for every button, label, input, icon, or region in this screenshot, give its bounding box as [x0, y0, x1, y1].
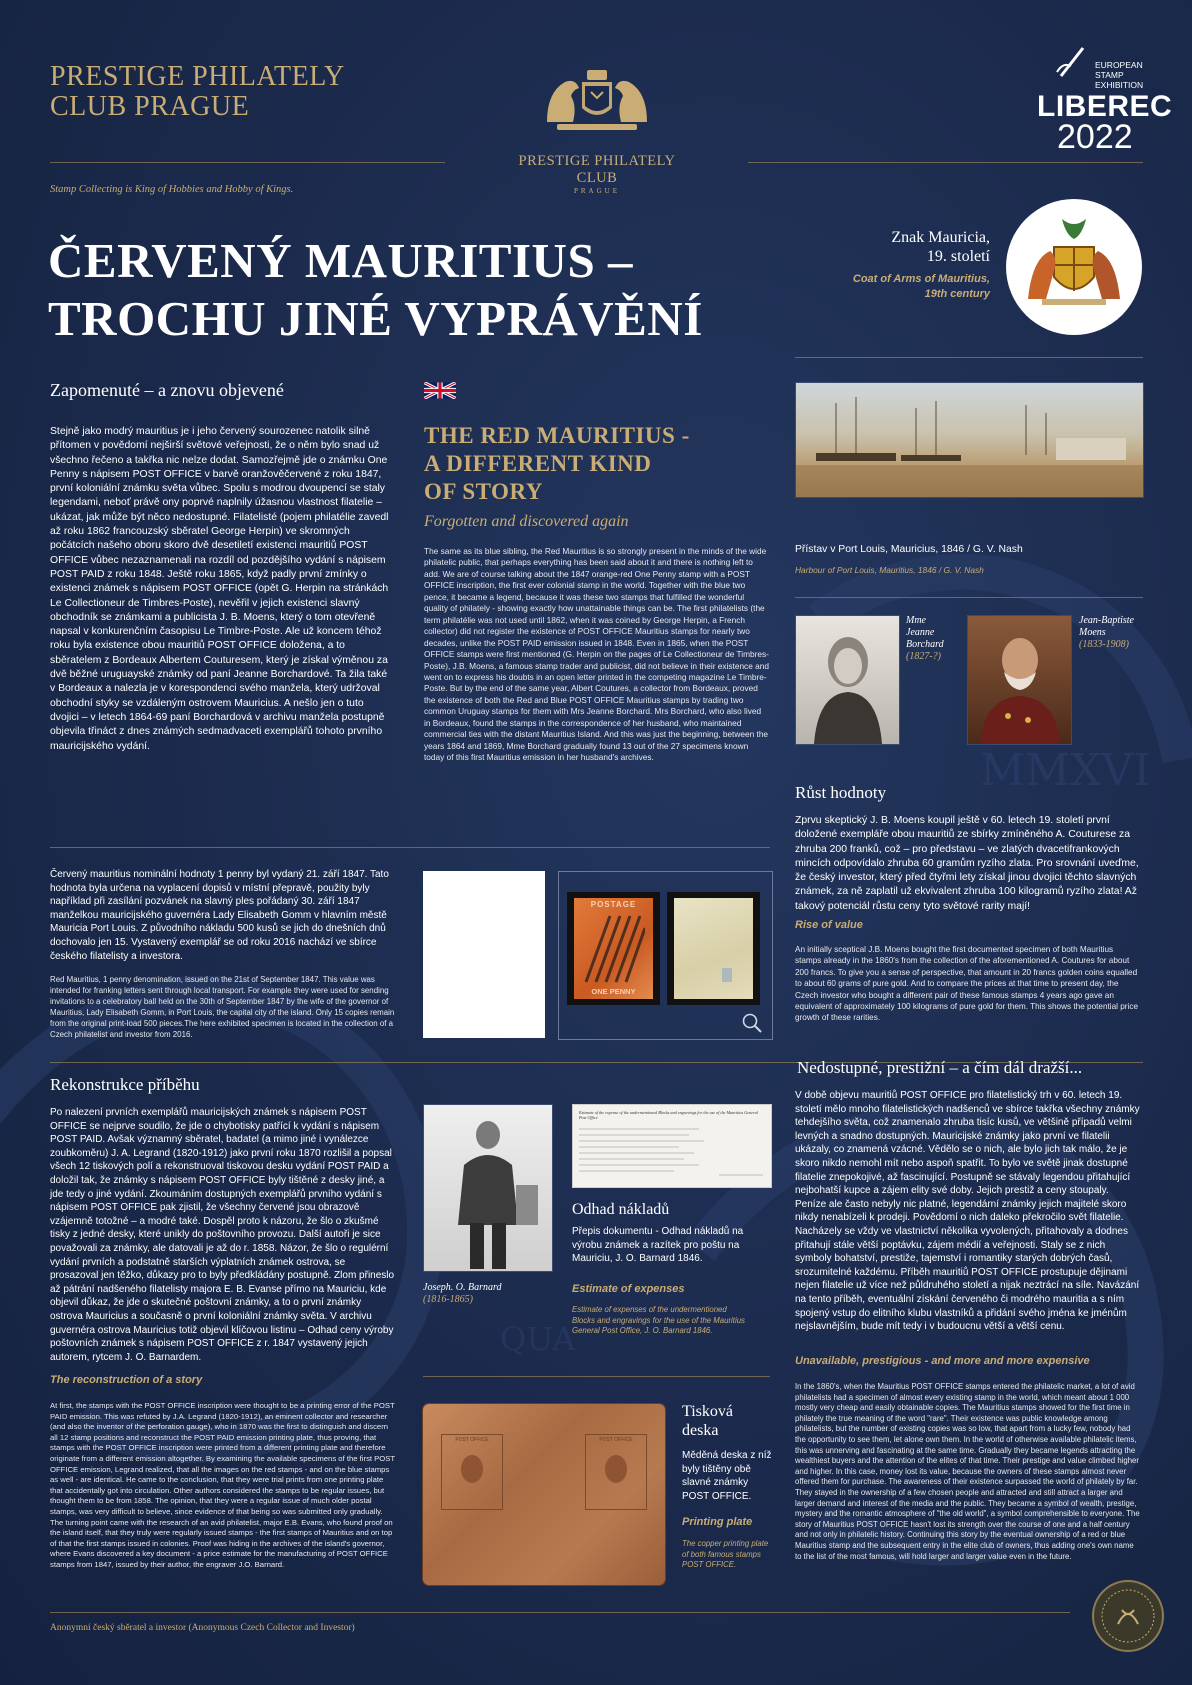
estimate-body-cz-text: Přepis dokumentu - Odhad nákladů na výrobu známek a razítek pro poštu na Mauriciu, J. O. Barnard 1846. — [572, 1226, 744, 1265]
reconstruction-body-cz-text: Po nalezení prvních exemplářů mauricijských známek s nápisem POST OFFICE se nejprve soudilo, že jde o chybotisky patřící k vydání s nápisem POST PAID. Avšak významný sběratel, badatel (a mimo jiné i vynálezce zoubkoměru) J. A. Legrand (1820-1912) jako první roku 1870 rozlišil a popsal všech 12 tiskových polí a rekonstruoval tiskovou desku vydání POST PAID a doložil tak, že známky s nápisem POST OFFICE byly tištěné z desky jiné, a jde tedy o jiné vydání. Zkoumáním dostupných exemplářů prvního vydání s nápisem POST OFFICE pak zjistil, že všechny červené jsou obrazově vzájemně totožné – a modré také. Dospěl proto k názoru, že šlo o zkušmé tisky z jedné desky, které unikly do poštovního provozu. Další autoři je sice považovali za známky, ale datovali je až do r. 1858. Názor, že šlo o regulérní vydání prvních a podstatně starších výplatních známek ostrova, se prosazoval jen těžko, důkazy pro to byly předkládány postupně. Zlom přineslo až pátrání nadšeného filatelisty majora E. B. Evanse přímo na Mauriciu, kde objevil důkaz, že jde o skutečné poštovní známky, a to o první známky ostrova Mauricius a současně o první koloniální známky světa. V archivu guvernéra ostrova Mauricius totiž objevil klíčovou listinu – Odhad ceny výroby poštovních známek s nápisem POST OFFICE z r. 1847 vystavený jejich autorem, rytcem J. O. Barnardem. — [50, 1107, 395, 1363]
logo-text: PRESTIGE PHILATELY CLUB — [518, 153, 676, 186]
stamp-viewer[interactable] — [558, 871, 773, 1040]
reconstruction-body-en-text: At first, the stamps with the POST OFFICE inscription were thought to be a printing error of the POST PAID emission. This was refuted by J.A. Legrand (1820-1912), an eminent collector and researcher (and also the inventor of the perforation gauge), who in 1870 was the first to distinguish and discern all 12 stamp positions and reconstruct the POST PAID emission printing plate, thus proving, that stamps with the POST OFFICE inscription were printed from a different printing plate and therefore originate from a different emission altogether. By examining the available specimens of the first POST OFFICE emission, Legrand realized, that all the images on the red stamps - and on the blue stamps as well - are identical. He came to the conclusion, that they were trial prints from one printing plate that accidentally got into circulation. Other authors considered the stamps to be regular issues, but thought them to be from 1858. The opinion, that they were a regular issue of much older postal stamps, was very difficult to believe, since evidence of that being so was submitted only gradually. The turning point came with the research of an avid philatelist, major E.B. Evans, who found proof on the island itself, that they truly were regularly issued stamps - the first stamps of Mauritius and on top of that the first stamps issued in colonies. Proof was hiding in the archives of the island's governor, where Evans discovered a key document - a price estimate for the manufacturing of POST OFFICE stamps from 1847, issued by their author, the engraver J.O. Barnard. — [50, 1401, 395, 1569]
plate-engraving-left — [441, 1434, 503, 1510]
club-seal — [1092, 1580, 1164, 1652]
coat-en-line2: 19th century — [924, 288, 990, 300]
plate-engraving-right — [585, 1434, 647, 1510]
col3-body-en — [795, 944, 1140, 1024]
stamp-info-en — [50, 975, 395, 1040]
document-lines-illustration — [579, 1125, 765, 1181]
harbor-ships-illustration — [796, 383, 1143, 497]
zoom-icon[interactable] — [741, 1012, 763, 1034]
estimate-heading-en: Estimate of expenses — [572, 1283, 685, 1295]
exhibition-line1: EUROPEAN — [1095, 60, 1143, 70]
plate-heading-line2: deska — [682, 1422, 719, 1439]
borchard-name — [906, 615, 944, 663]
estimate-body-cz — [572, 1225, 772, 1266]
stamp-info-en-text: Red Mauritius, 1 penny denomination, issued on the 21st of September 1847. This value was intended for franking letters sent through local transport. For example they were used for sending invitations to a celebratory ball held on the 30th of September 1847 by the wife of the governor of Mauritius, Lady Elisabeth Gomm, in Port Louis, the capital city of the island. Only 15 copies remain from the original print-load 500 pieces.The here exhibited specimen is located in the collection of a Czech philatelist and investor from 2016. — [50, 975, 395, 1039]
plate-text-right: POST OFFICE — [599, 1437, 633, 1443]
motto: Stamp Collecting is King of Hobbies and Hobby of Kings. — [50, 184, 294, 195]
reconstruction-heading: Rekonstrukce příběhu — [50, 1075, 200, 1094]
title-line2: TROCHU JINÉ VYPRÁVĚNÍ — [48, 291, 703, 346]
portrait-barnard — [423, 1104, 553, 1272]
estimate-body-en-text: Estimate of expenses of the undermentioned Blocks and engravings for the use of the Mauritius General Post Office, J. O. Barnard 1846. — [572, 1305, 745, 1336]
stamp-reverse[interactable] — [674, 898, 753, 999]
borchard-name-l3: Borchard — [906, 639, 944, 650]
club-logo — [497, 62, 697, 195]
footer-text: Anonymní český sběratel a investor (Anonymous Czech Collector and Investor) — [50, 1623, 355, 1633]
header-rule-left — [50, 162, 445, 163]
harbor-caption-en: Harbour of Port Louis, Mauritius, 1846 / G. V. Nash — [795, 565, 984, 575]
col2-heading-line1: THE RED MAURITIUS - — [424, 423, 690, 448]
portrait-man-illustration — [968, 616, 1071, 744]
stamp-perforation-icon — [1053, 42, 1093, 82]
plate-body-cz — [682, 1449, 772, 1503]
uk-flag-icon — [424, 382, 456, 399]
coat-en-line1: Coat of Arms of Mauritius, — [852, 273, 990, 285]
plate-heading-en: Printing plate — [682, 1516, 753, 1528]
queen-profile-icon — [600, 1451, 632, 1491]
unavailable-body-en-text: In the 1860's, when the Mauritius POST OFFICE stamps entered the philatelic market, a lot of avid philatelists had a specimen of almost every existing stamp in the world, which meant about 1 000 mostly very cheap and easily obtainable copies. The Mauritius stamps showed for the first time in philately the true meaning of the word "rare". Their existence was public knowledge among philatelists, but the number of existing copies was so low, that apart from a lucky few, nobody had the opportunity to see them, let alone own them. In the world of otherwise available philatelic items, this was unnerving and fascinating at the same time. Gradually they became legends attracting the wealthiest buyers and the attention of the elites of that time. Their prestige and value climbed higher and higher. In this case, money lost its value, because the owners of these stamps almost never offered them for purchase. The awareness of their existence surpassed the world of philately by far. They stayed in the ownership of a few chosen people and attracted and still attract a larger and larger demand and interest of the media and the public. They became a symbol of wealth, prestige, mystery and the romantic atmosphere of "the old world", a symbol comprehensible to everyone. The story of Mauritius POST OFFICE hasn't lost its strength over the course of one and a half century and not only in philatelic history. Continuing this story by the eventual ownership of a red or blue Mauritius stamp and the subsequent entry in the elite club of owners, thus adding one's own name to the list of the most famous, will hold larger and larger value even in the future. — [795, 1382, 1140, 1561]
unavailable-body-en — [795, 1382, 1140, 1562]
coat-cz-line2: 19. století — [926, 248, 990, 265]
stamp-info-cz — [50, 868, 395, 963]
title-line1: ČERVENÝ MAURITIUS – — [48, 233, 633, 288]
queen-profile-icon — [456, 1451, 488, 1491]
col2-heading-line3: OF STORY — [424, 479, 543, 504]
col1-body — [50, 425, 395, 754]
reconstruction-body-en — [50, 1401, 395, 1571]
plate-heading-line1: Tisková — [682, 1403, 733, 1420]
exhibition-city: LIBEREC — [1037, 90, 1173, 123]
coat-of-arms-icon — [1006, 199, 1142, 335]
exhibition-year: 2022 — [1057, 118, 1133, 156]
col2-body-text: The same as its blue sibling, the Red Mauritius is so strongly present in the minds of the wide philatelic public, that perhaps everything has been said about it and there is nothing left to add. We are of course talking about the 1847 orange-red One Penny stamp with a POST OFFICE inscription, the first ever colonial stamp in the world. Together with the blue two pence, it became a legend, because it was these two stamps that fulfilled the wonderful quality of philately - showing exactly how unattainable things can be. The first philatelists (the term philatélie was not used until 1862, when it was coined by George Herpin, a French collector) did not register the existence of POST OFFICE Mauritius stamps for nearly two decades, unlike the POST PAID emission issued in 1848. Even in 1865, when the POST OFFICE stamps were first mentioned (G. Herpin on the pages of Le Collectioneur de Timbres-Poste), J.B. Moens, a famous stamp trader and publicist, did not believe in their existence and went on to express his doubts in an open letter printed in the competing magazine Le Timbre-Poste. But by the end of the same year, Albert Coutures, a collector from Bordeaux, proved the existence of both the Red and Blue POST OFFICE Mauritius stamps by trading two common Uruguay stamps for them with Mrs Jeanne Borchard. Mrs Borchard, who also lived in Bordeaux, found the stamps in the correspondence of her husband, who maintained commercial ties with the distant Mauritius Island. And this was just the beginning, between the years 1864 and 1869, Mme Borchard gradually found 13 out of the 27 specimens known today of this first Mauritius emission in her husband's archives. — [424, 546, 769, 763]
exhibition-line2: STAMP — [1095, 70, 1124, 80]
estimate-body-en — [572, 1305, 747, 1337]
coat-of-arms-caption — [800, 228, 990, 302]
reconstruction-heading-en: The reconstruction of a story — [50, 1374, 203, 1386]
header-rule-right — [748, 162, 1143, 163]
portrait-standing-man-illustration — [424, 1105, 552, 1271]
unavailable-body-cz — [795, 1089, 1140, 1334]
barnard-years: (1816-1865) — [423, 1294, 473, 1305]
col3-heading: Růst hodnoty — [795, 783, 887, 802]
coat-of-arms-image — [1006, 199, 1142, 335]
harbor-painting — [795, 382, 1144, 498]
estimate-document — [572, 1104, 772, 1188]
unavailable-heading-en: Unavailable, prestigious - and more and more expensive — [795, 1355, 1090, 1367]
plate-body-en — [682, 1539, 774, 1571]
cancellation-marks-icon — [582, 912, 645, 984]
plate-rule — [423, 1376, 770, 1377]
plate-text-left: POST OFFICE — [455, 1437, 489, 1443]
unavailable-body-cz-text: V době objevu mauritiů POST OFFICE pro filatelistický trh v 60. letech 19. století mělo mnoho filatelistických nadšenců ve sbírce takřka všechny známky tehdejšího světa, což znamenalo zhruba tisíc kusů, ve většině případů velmi levných a snadno dostupných. Mauricijské známky jako první ve filatelii ukázaly, co znamená vzácné. Vědělo se o nich, ale bylo jich tak málo, že je skoro nikdo nemohl mít nebo aspoň spatřit. To bylo ve světě jinak dostupné filatelie znepokojivé, až fascinující. Postupně se stávaly legendou přitahující nejbohatší kupce a zájem elity své doby. Jejich prestiž a ceny stoupaly. Peníze ale často nebyly nic platné, legendární známky jejich majitelé skoro nikdy nenabízeli k prodeji. Povědomí o nich daleko překročilo svět filatelie. Nacházely se vždy ve vlastnictví několika vyvolených, přitahovaly a dodnes přitahují stále větší poptávku, zájem médií a veřejnosti. Staly se z nich symboly bohatství, prestiže, tajemství i romantiky starých dobrých časů, srozumitelné každému. Příběh mauritiů POST OFFICE prostupuje dějinami nejen filatelie už více než půldruhého století a nijak neztrácí na síle. Navázání na tento příběh, eventuální získání červeného či modrého mauritia a s ním spojený vstup do elitního klubu vlastníků a přidání svého jména ke jménům nejslavnějším, bude mít tedy i v budoucnu větší a větší cenu. — [795, 1090, 1140, 1333]
portrait-woman-illustration — [796, 616, 899, 744]
club-name — [50, 62, 345, 122]
plate-heading — [682, 1402, 733, 1440]
stamp-reverse-mark — [722, 968, 732, 982]
col2-heading-line2: A DIFFERENT KIND — [424, 451, 652, 476]
club-name-line2: CLUB PRAGUE — [50, 91, 250, 122]
moens-name — [1079, 615, 1134, 651]
club-seal-emblem-icon — [1092, 1580, 1164, 1652]
unavailable-heading: Nedostupné, prestižní – a čím dál dražší... — [797, 1058, 1083, 1077]
lions-crest-icon — [527, 62, 667, 142]
harbor-caption-cz: Přístav v Port Louis, Mauricius, 1846 / G. V. Nash — [795, 544, 1023, 555]
col3-heading-en: Rise of value — [795, 919, 863, 931]
col3-rule1 — [795, 597, 1143, 598]
reconstruction-body-cz — [50, 1106, 395, 1364]
stamp-info-cz-text: Červený mauritius nominální hodnoty 1 penny byl vydaný 21. září 1847. Tato hodnota byla určena na vyplacení dopisů v místní přepravě, použity byly například při zasílání pozvánek na slavný ples pořádaný 30. září 1847 manželkou mauricijského guvernéra Lady Elisabeth Gomm v hlavním městě Mauricia Port Louis. Z původního nákladu 500 kusů se jich do dnešních dnů dochovalo jen 15. Vystavený exemplář se od roku 2016 nachází ve sbírce českého filatelisty a investora. — [50, 869, 389, 962]
estimate-heading: Odhad nákladů — [572, 1201, 670, 1218]
copper-printing-plate — [423, 1404, 665, 1585]
stamp-back-mount — [667, 892, 760, 1005]
ornament-text: QUA — [500, 1320, 576, 1358]
moens-name-l1: Jean-Baptiste — [1079, 615, 1134, 626]
col2-body — [424, 546, 769, 764]
borchard-name-l2: Jeanne — [906, 627, 935, 638]
estimate-document-heading: Estimate of the expense of the undermentioned Blocks and engravings for the use of the Mauritius General Post Office — [579, 1110, 758, 1120]
page-title — [48, 232, 703, 348]
col2-subheading: Forgotten and discovered again — [424, 513, 629, 530]
barnard-name: Joseph. O. Barnard — [423, 1282, 502, 1293]
portrait-borchard — [795, 615, 900, 745]
coat-cz-line1: Znak Mauricia, — [891, 229, 990, 246]
plate-body-cz-text: Měděná deska z níž byly tištěny obě slavné známky POST OFFICE. — [682, 1450, 772, 1502]
moens-name-l2: Moens — [1079, 627, 1106, 638]
logo-subtext: PRAGUE — [573, 187, 620, 195]
col3-body-en-text: An initially sceptical J.B. Moens bought the first documented specimen of both Mauritius stamps already in the 1860's from the collection of the aforementioned A. Coutures for about 200 francs. To give you a sense of perspective, that amount in 20 francs golden coins equalled to about 60 grams of pure gold. And to compare the prices at that time to present day, the Czech investor who bought a different pair of these famous stamps 4 years ago gave an equivalent of approximately 100 kilograms of pure gold for them. This shows the potential price growth of these rarities. — [795, 945, 1138, 1023]
plate-body-en-text: The copper printing plate of both famous stamps POST OFFICE. — [682, 1539, 769, 1570]
red-mauritius-stamp[interactable] — [574, 898, 653, 999]
stamp-top-text: POSTAGE — [590, 900, 637, 909]
borchard-name-l1: Mme — [906, 615, 926, 626]
col3-body-cz-text: Zprvu skeptický J. B. Moens koupil ještě v 60. letech 19. století první doložené exempláře obou mauritiů ze sbírky zmíněného A. Couturese za zhruba 200 franků, což – pro představu – ve zlatých dvacetifrankových mincích odpovídalo zhruba 60 gramům ryzího zlata. Pro srovnání uveďme, že český investor, který před čtyřmi lety získal jinou dvojici těchto slavných známek, za ně zaplatil už ekvivalent zhruba 100 kilogramů ryzího zlata! Až takový potenciál růstu ceny tyto světové rarity mají! — [795, 815, 1139, 912]
footer-rule — [50, 1612, 1070, 1613]
borchard-years: (1827-?) — [906, 651, 941, 662]
exhibition-line3: EXHIBITION — [1095, 80, 1144, 90]
exhibition-label — [1095, 60, 1143, 90]
col1-heading: Zapomenuté – a znovu objevené — [50, 380, 284, 400]
stamp-front-mount — [567, 892, 660, 1005]
col1-body-text: Stejně jako modrý mauritius je i jeho červený sourozenec natolik silně přítomen v povědomí nejširší světové veřejnosti, že o něm bylo snad už všechno řečeno a takřka nic nelze dodat. Samozřejmě jde o známku One Penny s nápisem POST OFFICE v barvě oranžověčervené z roku 1847, první koloniální známku světa vůbec. Spolu s modrou dvoupencí se staly legendami, neboť právě ony poprvé naplnily úžasnou vlastnost filatelie – ukázat, jak může být něco nedostupné. Filatelisté (pojem philatélie zavedl až roku 1862 francouzský sběratel George Herpin) ve skromných počátcích našeho oboru skoro dvě desetiletí existenci mauritiů POST OFFICE vůbec nezaznamenali na rozdíl od pozdějšího vydání s nápisem POST PAID z roku 1848. Ještě roku 1865, když padly první zmínky o existenci známek s nápisem POST OFFICE (opět G. Herpin na stránkách Le Collectioneur de Timbres-Poste), nevěřil v jejich existenci slavný obchodník se známkami a publicista J. B. Moens, který o tom otevřeně napsal v konkurenčním časopisu Le Timbre-Poste. Ale už koncem téhož roku byla existence obou mauritiů POST OFFICE doložena, a to sběratelem z Bordeaux Albertem Couturesem, který je získal výměnou za dvě běžné uruguayské známky od paní Jeanne Borchardové. Ta žila také v Bordeaux a nalezla je v korespondenci svého manžela, který udržoval obchodní styky se vzdáleným ostrovem Mauricius. A nešlo jen o tuto dvojici – v letech 1864-69 paní Borchardová v archivu manžela postupně objevila třináct z dnes známých sedmadvaceti exemplářů tohoto prvního mauricijského vydání. — [50, 426, 389, 752]
moens-years: (1833-1908) — [1079, 639, 1129, 650]
middle-rule — [50, 847, 770, 848]
stamp-bottom-text: ONE PENNY — [591, 987, 636, 996]
blank-display-panel — [423, 871, 545, 1038]
exhibition-logo — [1035, 42, 1173, 156]
portrait-moens — [967, 615, 1072, 745]
ornament-roman-numerals: MMXVI — [980, 745, 1151, 796]
club-name-line1: PRESTIGE PHILATELY — [50, 61, 345, 92]
col2-heading — [424, 422, 690, 506]
coat-rule — [795, 357, 1143, 358]
col3-body-cz — [795, 814, 1140, 914]
